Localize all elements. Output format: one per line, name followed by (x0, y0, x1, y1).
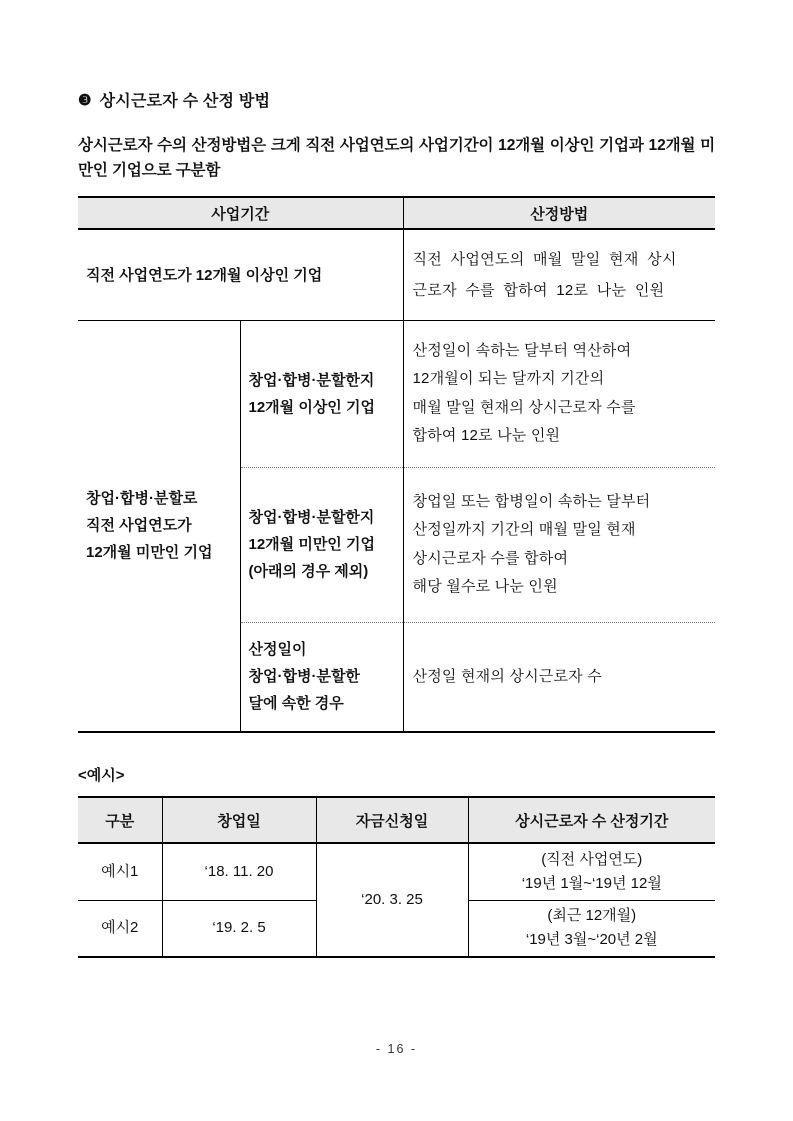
header-category: 구분 (78, 797, 162, 843)
table-row (78, 843, 715, 900)
table-row (78, 320, 715, 467)
example-header-row (78, 797, 715, 843)
cell-method-founded-over12: 산정일이 속하는 달부터 역산하여 12개월이 되는 달까지 기간의 매월 말일 현재의 상시근로자 수를 합하여 12로 나눈 인원 (412, 341, 636, 444)
cell-example2-founding-date: ‘19. 2. 5 (162, 900, 316, 957)
section-number-icon: ❸ (78, 91, 92, 109)
cell-period-over12: 직전 사업연도가 12개월 이상인 기업 (78, 229, 403, 320)
cell-method-over12: 직전 사업연도의 매월 말일 현재 상시 근로자 수를 합하여 12로 나눈 인원 (403, 229, 715, 320)
cell-method-same-month: 산정일 현재의 상시근로자 수 (403, 622, 715, 732)
cell-method-founded-under12: 창업일 또는 합병일이 속하는 달부터 산정일까지 기간의 매월 말일 현재 상시근로자 수를 합하여 해당 월수로 나눈 인원 (403, 467, 715, 622)
cell-example2-name: 예시2 (78, 900, 162, 957)
table-header-row (78, 197, 715, 229)
calculation-method-table (78, 196, 715, 733)
cell-example1-founding-date: ‘18. 11. 20 (162, 843, 316, 900)
header-application-date: 자금신청일 (316, 797, 468, 843)
page-number: - 16 - (375, 1042, 418, 1056)
table-row (78, 229, 715, 320)
cell-example1-name: 예시1 (101, 862, 139, 880)
header-calculation-method: 산정방법 (403, 197, 715, 229)
header-business-period: 사업기간 (78, 197, 403, 229)
header-founding-date: 창업일 (162, 797, 316, 843)
cell-condition-founded-over12: 창업·합병·분할한지 12개월 이상인 기업 (240, 320, 403, 467)
cell-application-date: ‘20. 3. 25 (316, 843, 468, 957)
intro-paragraph: 상시근로자 수의 산정방법은 크게 직전 사업연도의 사업기간이 12개월 이상인 기업과 12개월 미만인 기업으로 구분함 (78, 137, 715, 179)
cell-condition-same-month: 산정일이 창업·합병·분할한 달에 속한 경우 (240, 622, 403, 732)
header-calculation-period: 상시근로자 수 산정기간 (468, 797, 715, 843)
section-title-text: 상시근로자 수 산정 방법 (99, 93, 271, 110)
cell-example2-period: (최근 12개월) ‘19년 3월~‘20년 2월 (468, 900, 715, 957)
cell-group-under12: 창업·합병·분할로 직전 사업연도가 12개월 미만인 기업 (78, 320, 240, 732)
section-title (78, 88, 715, 111)
cell-example1-period: (직전 사업연도) ‘19년 1월~‘19년 12월 (468, 843, 715, 900)
cell-condition-founded-under12: 창업·합병·분할한지 12개월 미만인 기업 (아래의 경우 제외) (240, 467, 403, 622)
example-section-label: <예시> (78, 767, 125, 784)
example-table (78, 796, 715, 958)
